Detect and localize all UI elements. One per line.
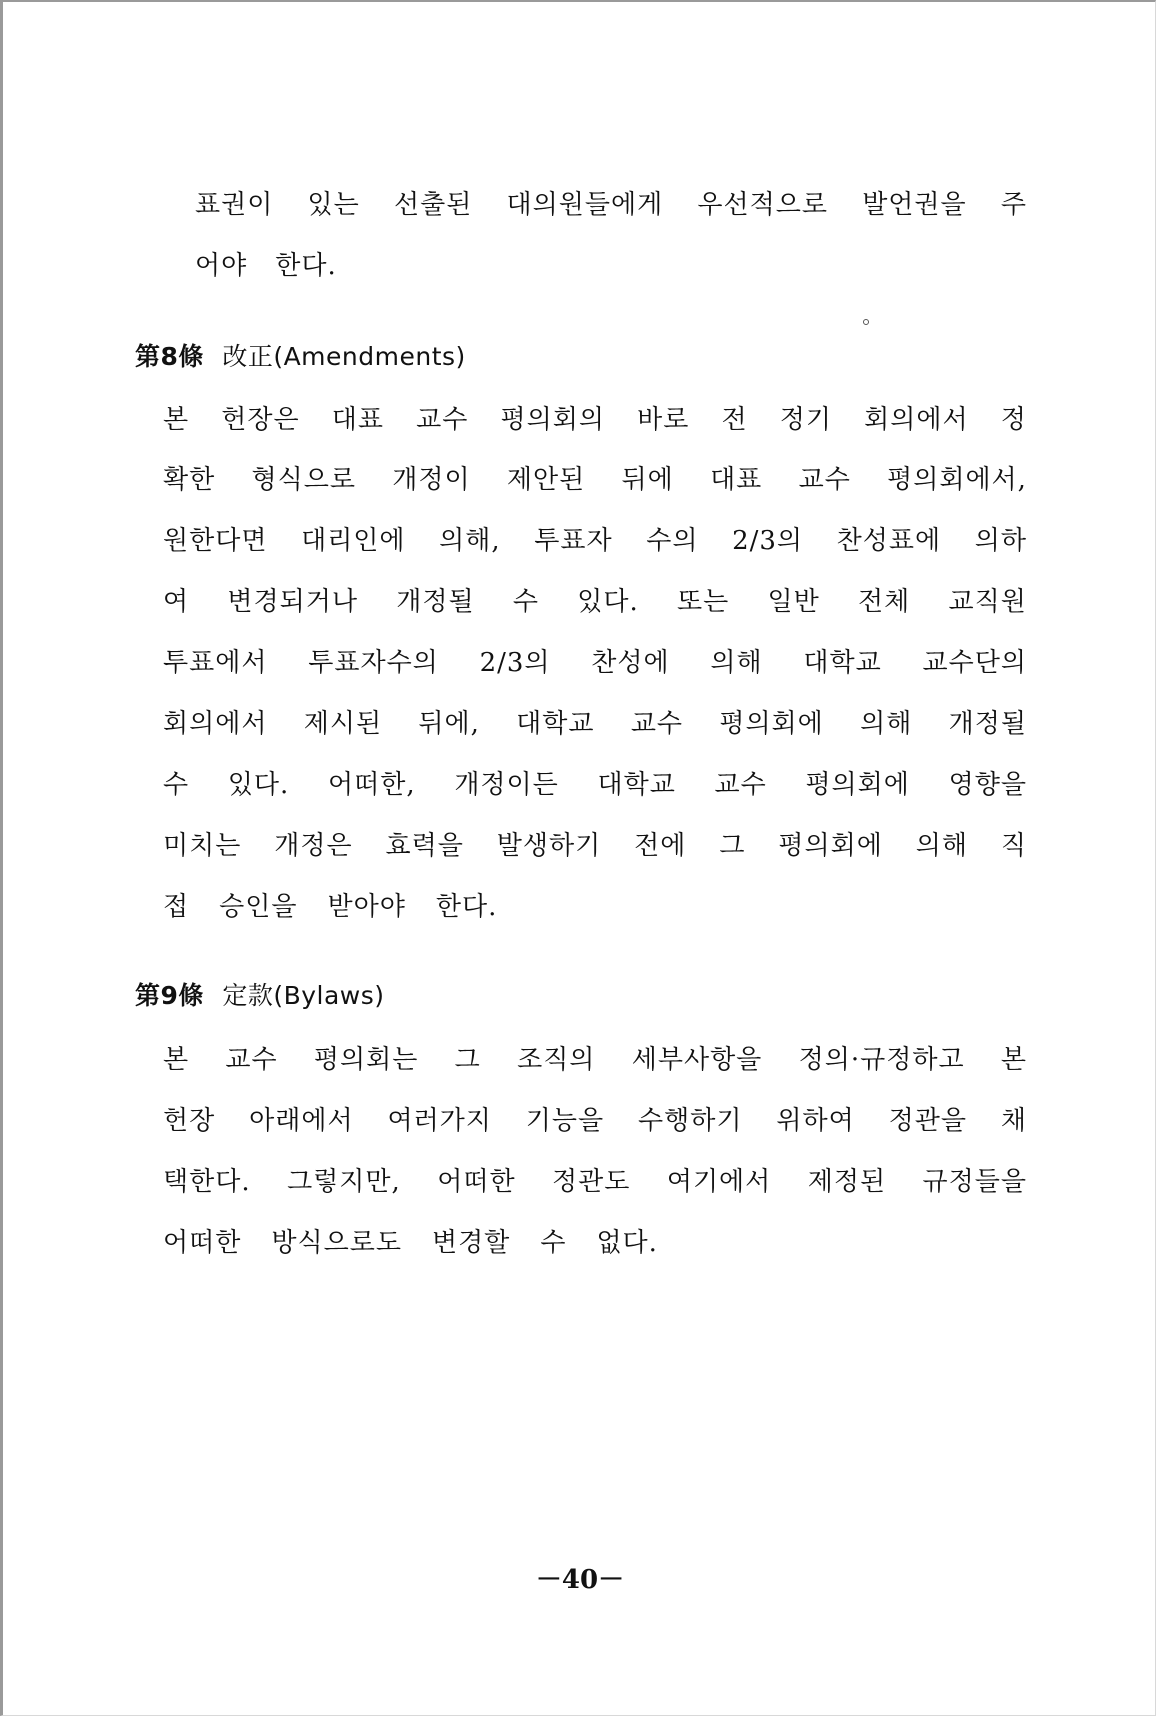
paragraph-line	[163, 463, 1027, 497]
word: 평의회의	[500, 405, 605, 435]
word: 찬성에	[591, 648, 670, 678]
word: 교수단의	[922, 648, 1027, 678]
word: 의해	[915, 831, 968, 861]
word: 아래에서	[249, 1106, 354, 1136]
word: 본	[1000, 1045, 1027, 1075]
word: 대리인에	[301, 526, 406, 556]
word: 한다.	[435, 892, 498, 922]
article-number: 第9條	[135, 981, 204, 1010]
word: 효력을	[385, 831, 464, 861]
stray-mark	[863, 319, 869, 325]
word: 그	[454, 1045, 481, 1075]
word: 뒤에,	[418, 709, 480, 739]
word: 수행하기	[638, 1106, 743, 1136]
word: 위하여	[776, 1106, 855, 1136]
word: 미치는	[163, 831, 242, 861]
word: 평의회에	[778, 831, 883, 861]
paragraph-line	[195, 188, 1027, 222]
word: 수	[512, 587, 539, 617]
word: 있다.	[577, 587, 639, 617]
word: 교수	[630, 709, 684, 739]
paragraph-line	[163, 1104, 1027, 1138]
paragraph-line	[163, 829, 1027, 863]
word: 정관을	[888, 1106, 967, 1136]
word: 기능을	[525, 1106, 605, 1136]
word: 발언권을	[862, 190, 967, 220]
word: 투표자	[534, 526, 613, 556]
word: 전	[721, 405, 748, 435]
paragraph-line	[163, 890, 497, 924]
word: 의해,	[439, 526, 501, 556]
word: 택한다.	[163, 1167, 251, 1197]
word: 의해	[860, 709, 913, 739]
word: 개정이	[392, 465, 471, 495]
word: 어야	[195, 251, 248, 281]
word: 개정은	[274, 831, 353, 861]
word: 2/3의	[732, 526, 804, 556]
article-number: 第8條	[135, 342, 204, 371]
word: 뒤에	[621, 465, 674, 495]
word: 변경되거나	[227, 587, 358, 617]
word: 회의에서	[864, 405, 969, 435]
word: 제안된	[506, 465, 586, 495]
word: 대학교	[516, 709, 595, 739]
word: 채	[1000, 1106, 1027, 1136]
word: 그	[719, 831, 746, 861]
word: 여기에서	[666, 1167, 772, 1197]
word: 정관도	[552, 1167, 631, 1197]
paragraph-line	[163, 1226, 658, 1260]
word: 개정될	[948, 709, 1027, 739]
word: 교수	[416, 405, 469, 435]
word: 대표	[710, 465, 763, 495]
paragraph-line	[163, 1165, 1027, 1199]
word: 규정들을	[922, 1167, 1027, 1197]
word: 또는	[677, 587, 730, 617]
article-heading	[135, 341, 466, 373]
word: 본	[163, 1045, 190, 1075]
word: 세부사항을	[631, 1045, 763, 1075]
word: 확한	[163, 465, 216, 495]
word: 교수	[714, 770, 767, 800]
word: 없다.	[596, 1228, 658, 1258]
word: 여	[163, 587, 190, 617]
word: 주	[1000, 190, 1027, 220]
word: 제시된	[303, 709, 383, 739]
word: 전에	[634, 831, 687, 861]
word: 받아야	[327, 892, 406, 922]
word: 어떠한,	[328, 770, 416, 800]
word: 조직의	[517, 1045, 596, 1075]
word: 있는	[307, 190, 360, 220]
paragraph-line	[163, 585, 1027, 619]
word: 평의회에서,	[887, 465, 1027, 495]
word: 회의에서	[163, 709, 268, 739]
word: 형식으로	[251, 465, 356, 495]
word: 수	[540, 1228, 567, 1258]
word: 정의·규정하고	[798, 1045, 965, 1075]
word: 평의회는	[313, 1045, 419, 1075]
word: 한다.	[275, 251, 337, 281]
paragraph-line	[163, 707, 1027, 741]
word: 대표	[331, 405, 384, 435]
word: 일반	[767, 587, 820, 617]
paragraph-line	[163, 403, 1027, 437]
word: 투표자수의	[308, 648, 439, 678]
paragraph-line	[163, 768, 1027, 802]
word: 본	[163, 405, 190, 435]
word: 선출된	[393, 190, 473, 220]
word: 대의원들에게	[506, 190, 664, 220]
word: 우선적으로	[697, 190, 828, 220]
paragraph-line	[195, 249, 337, 283]
word: 2/3의	[479, 648, 551, 678]
article-title: 改正(Amendments)	[222, 342, 466, 371]
article-title: 定款(Bylaws)	[222, 981, 385, 1010]
word: 찬성표에	[836, 526, 942, 556]
page-number: －40－	[535, 1565, 625, 1595]
word: 투표에서	[163, 648, 268, 678]
paragraph-line	[163, 524, 1027, 558]
word: 정	[1000, 405, 1027, 435]
word: 개정될	[396, 587, 475, 617]
word: 방식으로도	[271, 1228, 402, 1258]
paragraph-line	[163, 1043, 1027, 1077]
word: 영향을	[948, 770, 1027, 800]
word: 어떠한	[437, 1167, 516, 1197]
word: 의하	[974, 526, 1027, 556]
word: 발생하기	[496, 831, 602, 861]
word: 원한다면	[163, 526, 268, 556]
word: 의해	[710, 648, 763, 678]
word: 교직원	[948, 587, 1027, 617]
article-heading	[135, 980, 385, 1012]
word: 직	[1000, 831, 1027, 861]
word: 교수	[225, 1045, 278, 1075]
word: 제정된	[807, 1167, 887, 1197]
word: 표권이	[195, 190, 274, 220]
word: 정기	[779, 405, 832, 435]
word: 변경할	[431, 1228, 511, 1258]
word: 헌장	[163, 1106, 216, 1136]
word: 바로	[637, 405, 690, 435]
word: 승인을	[219, 892, 298, 922]
word: 대학교	[803, 648, 882, 678]
word: 교수	[798, 465, 851, 495]
word: 접	[163, 892, 190, 922]
word: 그렇지만,	[287, 1167, 401, 1197]
word: 어떠한	[163, 1228, 242, 1258]
paragraph-line	[163, 646, 1027, 680]
word: 개정이든	[454, 770, 559, 800]
word: 헌장은	[221, 405, 300, 435]
word: 평의회에	[805, 770, 910, 800]
word: 전체	[858, 587, 911, 617]
word: 여러가지	[387, 1106, 492, 1136]
word: 수의	[646, 526, 699, 556]
word: 있다.	[227, 770, 290, 800]
word: 평의회에	[719, 709, 824, 739]
word: 대학교	[597, 770, 676, 800]
word: 수	[163, 770, 190, 800]
